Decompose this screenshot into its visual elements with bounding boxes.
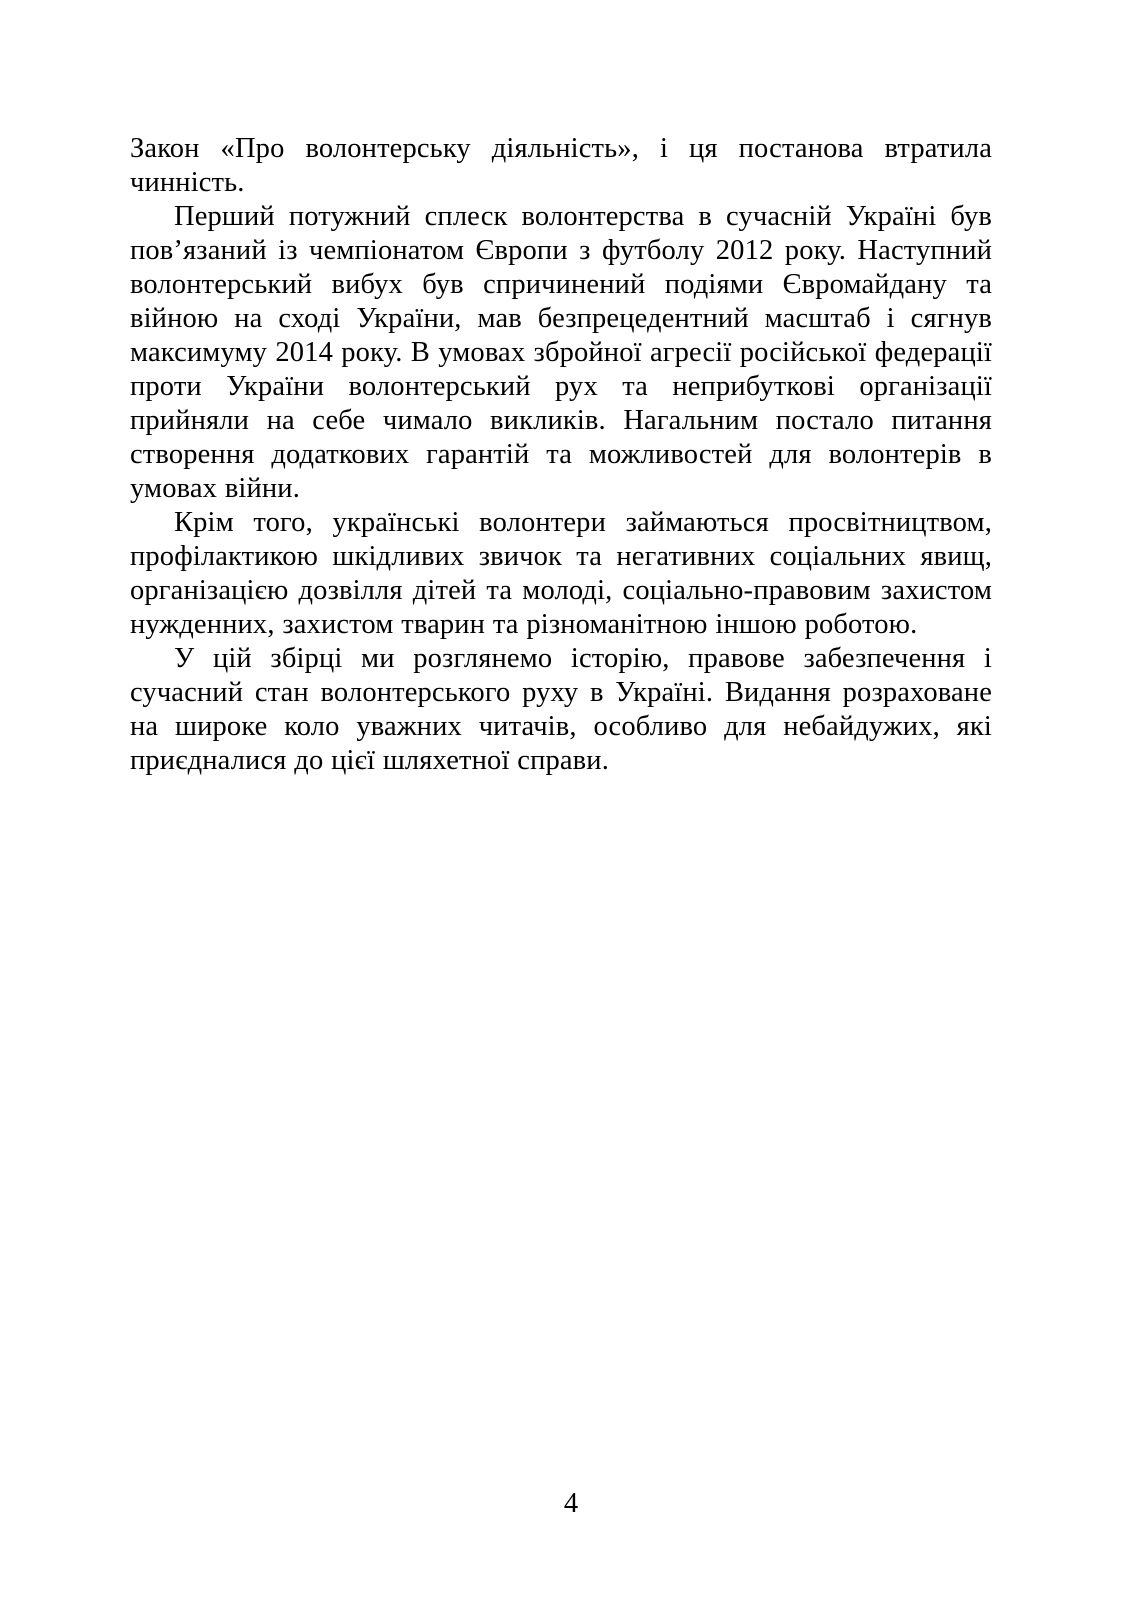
paragraph-4: У цій збірці ми розглянемо історію, правове забезпечення і сучасний стан волонтерського руху в Україні. Видання розраховане на широке коло уважних читачів, особливо для небайдужих, які приєдналися до цієї шляхетної справи. bbox=[130, 643, 992, 776]
paragraph-2: Перший потужний сплеск волонтерства в сучасній Україні був пов’язаний із чемпіонатом Європи з футболу 2012 року. Наступний волонтерський вибух був спричинений подіями Євромайдану та війною на сході України, мав безпрецедентний масштаб і сягнув максимуму 2014 року. В умовах збройної агресії російської федерації проти України волонтерський рух та неприбуткові організації прийняли на себе чимало викликів. Нагальним постало питання створення додаткових гарантій та можливостей для волонтерів в умовах війни. bbox=[130, 201, 992, 504]
paragraph-1: Закон «Про волонтерську діяльність», і ця постанова втратила чинність. bbox=[130, 133, 992, 198]
page-number: 4 bbox=[563, 1488, 579, 1519]
page-body-text bbox=[130, 132, 992, 778]
paragraph-3: Крім того, українські волонтери займаються просвітництвом, профілактикою шкідливих звичок та негативних соціальних явищ, організацією дозвілля дітей та молоді, соціально-правовим захистом нужденних, захистом тварин та різноманітною іншою роботою. bbox=[130, 507, 992, 640]
